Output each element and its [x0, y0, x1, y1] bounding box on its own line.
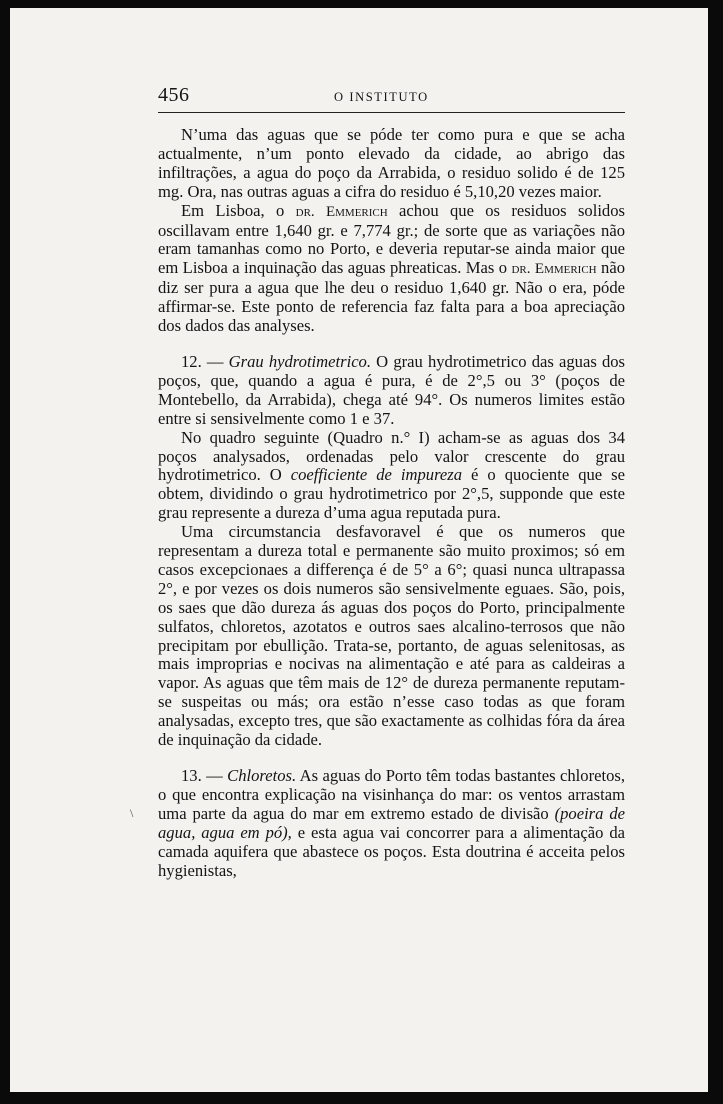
author-name: Emmerich — [534, 261, 597, 278]
journal-title: O INSTITUTO — [334, 90, 429, 104]
section-number: 12. — — [181, 351, 229, 371]
section-heading: Grau hydrotimetrico. — [228, 351, 372, 371]
marginal-mark: \ — [130, 806, 134, 820]
text-run: No quadro seguinte (Quadro n.° I) acham-se as aguas dos 34 poços analysados, ordenadas pelo valor crescente do grau hydrotimetrico. O — [158, 427, 625, 485]
section-13-chloretos — [158, 767, 625, 880]
title-abbrev: dr. — [295, 203, 315, 220]
author-name: Emmerich — [325, 203, 388, 220]
section-12-grau-hydrotimetrico — [158, 353, 625, 429]
text-run: não diz ser pura a agua que lhe deu o residuo 1,640 gr. Não o era, póde affirmar-se. Este ponto de referencia faz falta para a boa apreciação dos dados das analyses. — [158, 258, 626, 336]
text-run: achou que os residuos solidos oscillavam entre 1,640 gr. e 7,774 gr.; de sorte que as variações não eram tamanhas como no Porto, e deveria reputar-se ainda maior que em Lisboa a inquinação das aguas phreaticas. Mas o — [158, 200, 625, 278]
paragraph-circumstancia: Uma circumstancia desfavoravel é que os numeros que representam a dureza total e permanente são muito proximos; só em casos excepcionaes a differença é de 5° a 6°; quasi nunca ultrapassa 2°, e por vezes os dois numeros são sensivelmente eguaes. São, pois, os saes que dão dureza ás aguas dos poços do Porto, principalmente sulfatos, chloretos, azotatos e outros saes alcalino-terrosos que não precipitam por ebullição. Trata-se, portanto, de aguas selenitosas, as mais improprias e nocivas na alimentação e até para as caldeiras a vapor. As aguas que têm mais de 12° de dureza permanente reputam-se suspeitas ou más; ora estão n’esse caso todas as que foram analysadas, excepto tres, que são exactamente as colhidas fóra da área de inquinação da cidade. — [158, 522, 625, 750]
running-head — [158, 78, 625, 113]
emphasized-quote: (poeira de agua, agua em pó), — [158, 803, 625, 842]
text-run: Em Lisboa, o — [181, 200, 296, 220]
paragraph-lisboa-emmerich — [158, 202, 625, 336]
section-heading: Chloretos. — [227, 766, 297, 785]
emphasized-term: coefficiente de impureza — [290, 465, 463, 485]
section-number: 13. — — [181, 766, 228, 785]
book-page — [10, 8, 708, 1092]
body-text — [158, 126, 625, 880]
text-run: As aguas do Porto têm todas bastantes chloretos, o que encontra explicação na visinhança do mar: os ventos arrastam uma parte da agua do mar em extremo estado de divisão — [158, 766, 625, 823]
text-run: é o quociente que se obtem, dividindo o grau hydrotimetrico por 2°,5, supponde que este grau represente a dureza d’uma agua reputada pura. — [158, 465, 625, 523]
text-run: O grau hydrotimetrico das aguas dos poços, que, quando a agua é pura, é de 2°,5 ou 3° (poços de Montebello, da Arrabida), chega até 94°. Os numeros limites estão entre si sensivelmente como 1 e 37. — [158, 351, 625, 428]
page-number: 456 — [158, 84, 190, 106]
text-run: e esta agua vai concorrer para a alimentação da camada aquifera que abastece os poços. Esta doutrina é acceita pelos hygienistas, — [158, 822, 625, 880]
title-abbrev: dr. — [511, 261, 531, 278]
paragraph-residuo-arrabida: N’uma das aguas que se póde ter como pura e que se acha actualmente, n’um ponto elevado da cidade, ao abrigo das infiltrações, a agua do poço da Arrabida, o residuo solido é de 125 mg. Ora, nas outras aguas a cifra do residuo é 5,10,20 vezes maior. — [158, 125, 625, 201]
paragraph-quadro-i — [158, 429, 625, 524]
